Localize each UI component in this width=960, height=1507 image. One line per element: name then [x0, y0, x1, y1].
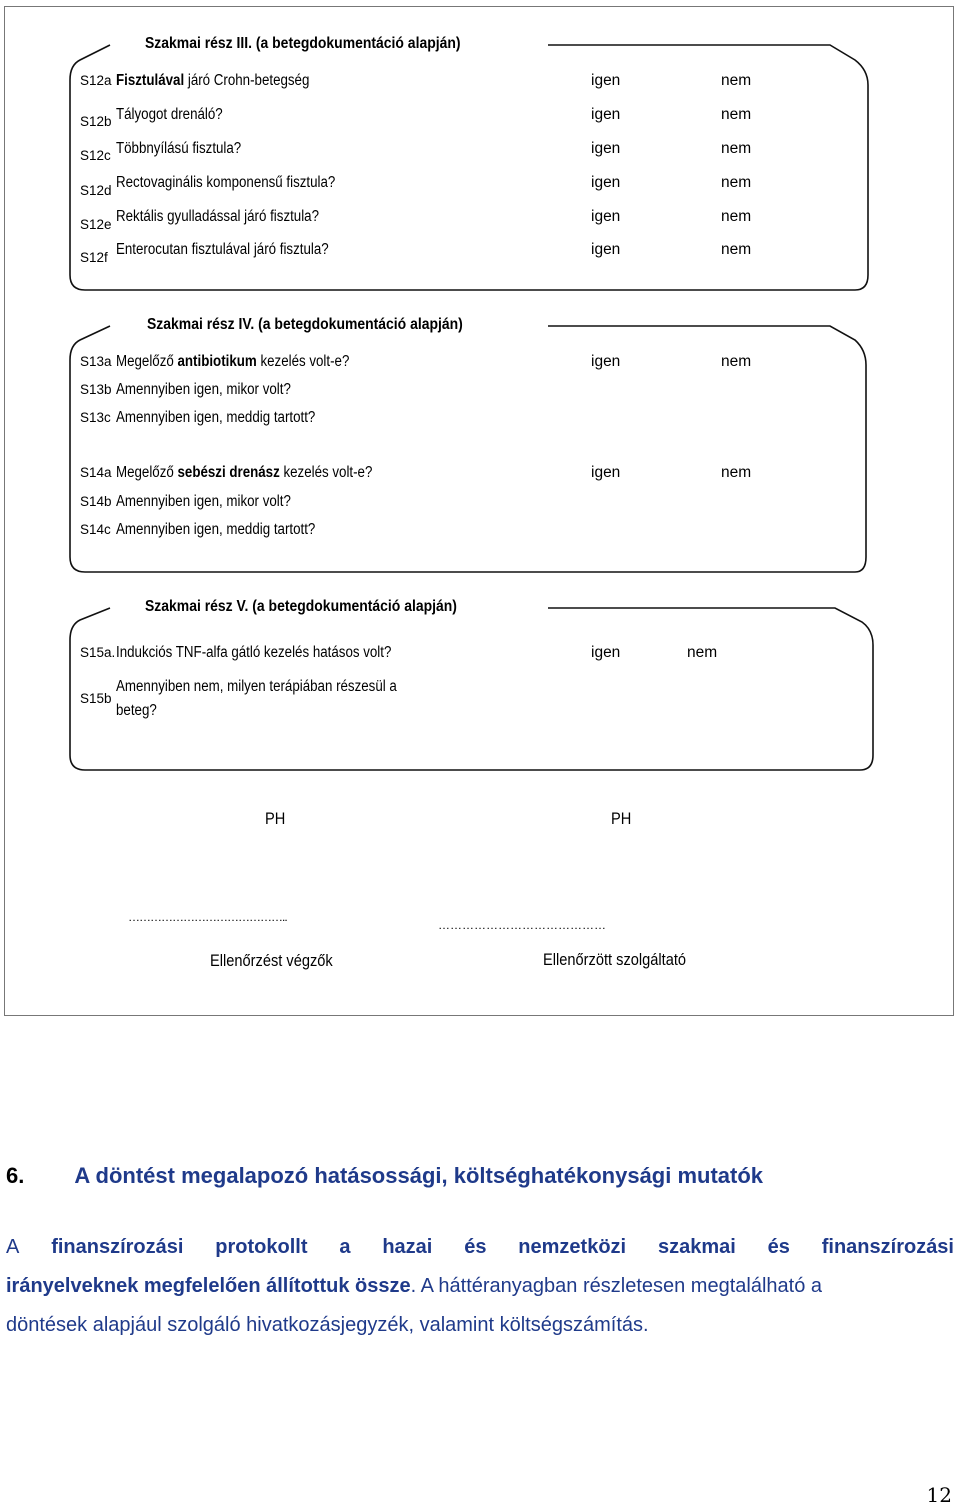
row-code: S14a — [80, 465, 112, 480]
row-question: Többnyílású fisztula? — [116, 140, 242, 157]
section5-title: Szakmai rész V. (a betegdokumentáció alapján) — [145, 598, 457, 615]
row-code: S12f — [80, 250, 108, 265]
row-question: Fisztulával járó Crohn-betegség — [116, 72, 310, 89]
row-code: S12d — [80, 183, 112, 198]
yes-option[interactable]: igen — [591, 353, 621, 370]
word: protokollt — [215, 1236, 308, 1258]
row-question: Amennyiben igen, meddig tartott? — [116, 409, 316, 426]
paragraph-line-3: döntések alapjául szolgáló hivatkozásjegyzék, valamint költségszámítás. — [6, 1314, 649, 1336]
word: a — [339, 1236, 351, 1258]
row-code: S13b — [80, 382, 112, 397]
row-question: Rektális gyulladással járó fisztula? — [116, 208, 320, 225]
row-code: S12c — [80, 148, 111, 163]
yes-option[interactable]: igen — [591, 208, 621, 225]
word: és — [767, 1236, 790, 1258]
yes-option[interactable]: igen — [591, 72, 621, 89]
row-code: S13a — [80, 354, 112, 369]
paragraph-line-1 — [6, 1228, 954, 1267]
word: finanszírozási — [51, 1236, 184, 1258]
signature-label-right: Ellenőrzött szolgáltató — [543, 950, 687, 969]
signature-line-right: …………………………………… — [438, 918, 606, 932]
row-code: S15b — [80, 691, 112, 706]
row-code: S12e — [80, 217, 112, 232]
paragraph-line-2: irányelveknek megfelelően állítottuk össze. A háttéranyagban részletesen megtalálható a — [6, 1275, 823, 1297]
row-question: Indukciós TNF-alfa gátló kezelés hatásos volt? — [116, 644, 392, 661]
heading-number: 6. — [6, 1163, 25, 1188]
section4-title: Szakmai rész IV. (a betegdokumentáció alapján) — [147, 316, 463, 333]
yes-option[interactable]: igen — [591, 644, 621, 661]
word: finanszírozási — [821, 1236, 954, 1258]
row-question: Enterocutan fisztulával járó fisztula? — [116, 241, 329, 258]
row-question: Megelőző antibiotikum kezelés volt-e? — [116, 353, 350, 370]
row-question: Amennyiben igen, mikor volt? — [116, 493, 291, 510]
heading-text: A döntést megalapozó hatásossági, költséghatékonysági mutatók — [74, 1163, 764, 1188]
row-question: Amennyiben igen, meddig tartott? — [116, 521, 316, 538]
row-question-line1: Amennyiben nem, milyen terápiában részesül a — [116, 678, 397, 695]
row-code: S12b — [80, 114, 112, 129]
no-option[interactable]: nem — [721, 106, 752, 123]
row-question: Amennyiben igen, mikor volt? — [116, 381, 291, 398]
yes-option[interactable]: igen — [591, 464, 621, 481]
page-number: 12 — [926, 1483, 952, 1507]
no-option[interactable]: nem — [721, 174, 752, 191]
no-option[interactable]: nem — [721, 140, 752, 157]
row-code: S15a. — [80, 645, 116, 660]
row-code: S12a — [80, 73, 112, 88]
no-option[interactable]: nem — [721, 72, 752, 89]
row-question-line2: beteg? — [116, 702, 157, 719]
row-code: S13c — [80, 410, 111, 425]
yes-option[interactable]: igen — [591, 241, 621, 258]
row-code: S14b — [80, 494, 112, 509]
word: szakmai — [657, 1236, 736, 1258]
no-option[interactable]: nem — [721, 241, 752, 258]
section-heading — [6, 1163, 763, 1189]
yes-option[interactable]: igen — [591, 174, 621, 191]
row-question: Megelőző sebészi drenász kezelés volt-e? — [116, 464, 373, 481]
signature-line-left: …………………………………….. — [128, 910, 287, 924]
yes-option[interactable]: igen — [591, 140, 621, 157]
signature-label-left: Ellenőrzést végzők — [210, 951, 333, 970]
word: A — [6, 1236, 20, 1258]
stamp-label-left: PH — [265, 809, 286, 828]
body-paragraph — [6, 1228, 954, 1345]
stamp-label-right: PH — [611, 809, 632, 828]
no-option[interactable]: nem — [721, 353, 752, 370]
section3-title: Szakmai rész III. (a betegdokumentáció alapján) — [145, 35, 461, 52]
row-code: S14c — [80, 522, 111, 537]
word: és — [464, 1236, 487, 1258]
word: nemzetközi — [518, 1236, 627, 1258]
row-question: Tályogot drenáló? — [116, 106, 223, 123]
word: hazai — [382, 1236, 433, 1258]
no-option[interactable]: nem — [721, 464, 752, 481]
no-option[interactable]: nem — [687, 644, 718, 661]
no-option[interactable]: nem — [721, 208, 752, 225]
yes-option[interactable]: igen — [591, 106, 621, 123]
row-question: Rectovaginális komponensű fisztula? — [116, 174, 336, 191]
